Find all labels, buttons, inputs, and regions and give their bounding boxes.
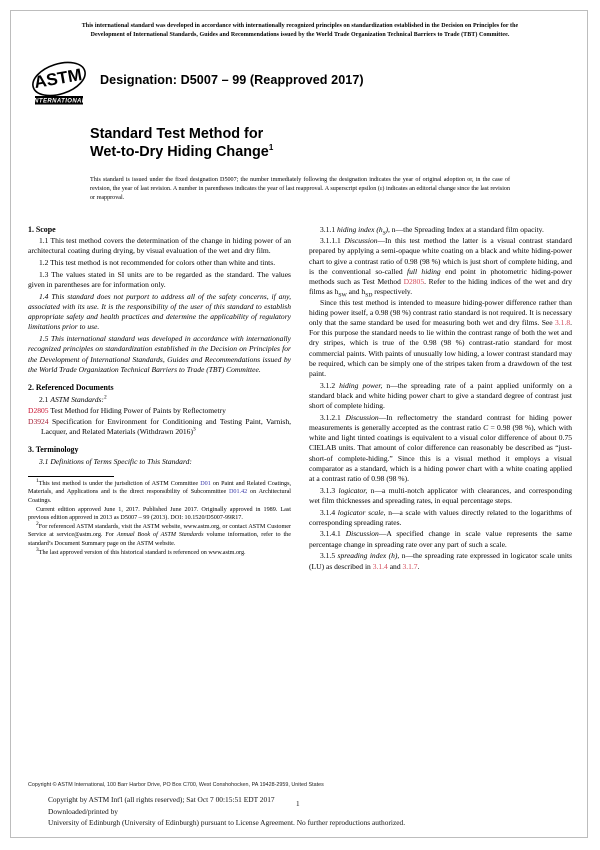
para-3-1-4-1-number: 3.1.4.1: [320, 529, 341, 539]
para-3-1-1-term: hiding index (h: [336, 224, 383, 234]
reference-item-d2805[interactable]: [28, 406, 291, 416]
heading-scope: 1. Scope: [28, 224, 56, 234]
para-3-1-1-1-number: 3.1.1.1: [320, 236, 341, 246]
para-2-1-label: 2.1: [39, 394, 49, 404]
para-3-1-2-term: hiding power,: [339, 380, 383, 390]
para-3-1-2-1: [309, 413, 572, 484]
astm-logo-icon: [28, 59, 90, 111]
para-2-1-italic: ASTM Standards:: [50, 394, 104, 404]
para-3-1-1-def: n—the Spreading Index at a standard film opacity.: [389, 224, 544, 234]
body-columns: [28, 225, 572, 572]
para-3-1-5-link-317[interactable]: 3.1.7: [402, 561, 418, 571]
page-title: [90, 125, 572, 161]
copyright-notice: Copyright © ASTM International, 100 Barr Harbor Drive, PO Box C700, West Conshohocken, PA 19428-2959, United States: [28, 782, 324, 788]
footnotes-block: [28, 477, 291, 557]
heading-referenced-documents: 2. Referenced Documents: [28, 382, 114, 392]
para-3-1-5-number: 3.1.5: [320, 551, 336, 561]
reference-link-d2805[interactable]: D2805: [28, 406, 49, 416]
para-3-1-1-1-text-d: and h: [346, 287, 366, 297]
para-3-1-4-term: logicator scale,: [337, 507, 386, 517]
footnote-2-text-b: volume information, refer to the standard’s Document Summary page on the ASTM website.: [28, 532, 291, 547]
para-3-1-1-subscript: S: [382, 230, 386, 237]
title-block: [90, 125, 572, 202]
para-since-text-a: Since this test method is intended to measure hiding-power difference rather than hiding power itself, a 0.98 (98 %) contrast ratio standard is not required. It is necessary only that the same standard be used for measuring both wet and dry films. See: [309, 297, 572, 327]
license-block: [48, 794, 405, 829]
footnote-1-marker: 1: [36, 477, 39, 484]
tbt-note: [34, 22, 566, 39]
para-since: [309, 298, 572, 380]
footnote-1-edition: Current edition approved June 1, 2017. Published June 2017. Originally approved in 1989. Last previous edition approved in 2013 as D5007 – 99 (2013). DOI: 10.1520/D5007-99R17.: [28, 506, 291, 522]
footnote-2: [28, 520, 291, 549]
para-1-4: 1.4 This standard does not purport to address all of the safety concerns, if any, associated with its use. It is the responsibility of the user of this standard to establish appropriate safety and health practices and determine the applicability of regulatory limitations prior to use.: [28, 291, 291, 332]
para-3-1-2-1-c-symbol: C: [483, 422, 489, 432]
page-number: 1: [296, 800, 300, 808]
para-3-1-2-number: 3.1.2: [320, 380, 336, 390]
para-3-1-2: [309, 381, 572, 412]
reference-link-d3924[interactable]: D3924: [28, 416, 49, 426]
reference-d3924-footnote: 3: [192, 426, 196, 433]
footnote-3-text: The last approved version of this historical standard is referenced on www.astm.org.: [38, 549, 246, 556]
para-3-1-4-number: 3.1.4: [320, 507, 336, 517]
para-3-1-1-1-sub-sw: SW: [338, 292, 347, 299]
left-column: [28, 225, 291, 572]
para-3-1-5-text-c: .: [417, 561, 420, 571]
footnote-1-link-d0142[interactable]: D01.42: [228, 489, 248, 496]
para-3-1-5: [309, 551, 572, 571]
footnote-1-text-c: on Architectural Coatings.: [28, 489, 291, 505]
footnote-1-text-b: on Paint and Related Coatings, Materials, and Applications and is the direct responsibility of Subcommittee: [28, 480, 291, 496]
svg-text:INTERNATIONAL: INTERNATIONAL: [32, 98, 86, 105]
para-3-1-4-1-discussion-label: Discussion: [345, 529, 379, 539]
para-3-1-3: [309, 486, 572, 506]
title-line-1: Standard Test Method for: [90, 126, 264, 143]
footnote-1-text-a: This test method is under the jurisdiction of ASTM Committee: [38, 480, 201, 487]
footnote-1: [28, 477, 291, 506]
license-line-1: Copyright by ASTM Int'l (all rights reserved); Sat Oct 7 00:15:51 EDT 2017: [48, 795, 275, 804]
para-3-1-5-term: spreading index (h),: [337, 551, 400, 561]
para-since-text-b: . For this purpose the standard needs to lie within the contrast range of both the wet and dry stripes, which is true of the 0.98 (98 %) contrast-ratio standard for most commercial paints. With paints of unusually low hiding, a lower contrast standard may be required, which can be simply one of the stripes taken from a drawdown of the test paint.: [309, 317, 572, 378]
title-line-2-text: Wet-to-Dry Hiding Change: [90, 144, 269, 161]
para-3-1-1-number: 3.1.1: [320, 224, 336, 234]
para-3-1-1-1-text-e: respectively.: [372, 287, 413, 297]
tbt-note-line-2: Development of International Standards, Guides and Recommendations issued by the World Trade Organization Technical Barriers to Trade (TBT) Committee.: [90, 31, 510, 38]
para-3-1-5-text-a: n—the spreading rate expressed in logicator scale units (LU) as described in: [309, 551, 572, 571]
reference-item-d3924[interactable]: [28, 417, 291, 437]
license-line-2: Downloaded/printed by: [48, 806, 118, 816]
footnote-3: [28, 546, 291, 558]
para-3-1-1-1-link-d2805[interactable]: D2805: [403, 277, 425, 287]
footnote-3-marker: 3: [36, 546, 39, 553]
para-3-1-2-1-discussion-label: Discussion: [345, 412, 379, 422]
footnote-divider: [28, 476, 114, 477]
para-3-1-4-1-text: —A specified change in scale value represents the same percentage change in spreading rate over any part of such a scale.: [309, 529, 572, 549]
heading-terminology: 3. Terminology: [28, 444, 79, 454]
para-3-1: 3.1 Definitions of Terms Specific to This Standard:: [39, 456, 192, 466]
para-3-1-5-link-314[interactable]: 3.1.4: [372, 561, 388, 571]
para-3-1-2-1-text-b: = 0.98 (98 %), which with white and light tinted coatings is equivalent to a visual color difference of about 0.75 CIELAB units. That amount of color difference can reasonably be described as “just-short-of complete-hiding.” Since this is a visual method it employs a visual comparator as a standard, which is a hiding power chart with a white coating applied at a contrast ratio of 0.98 (98 %).: [309, 422, 572, 483]
right-column: [309, 225, 572, 572]
para-1-2: 1.2 This test method is not recommended for colors other than white and tints.: [39, 258, 276, 268]
footnote-2-marker: 2: [36, 520, 39, 527]
para-3-1-1-1-sub-sd: SD: [365, 292, 373, 299]
para-1-5: 1.5 This international standard was developed in accordance with internationally recognized principles on standardization established in the Decision on Principles for the Development of International Standards, Guides and Recommendations issued by the World Trade Organization Technical Barriers to Trade (TBT) Committee.: [28, 334, 291, 374]
title-footnote-marker: 1: [268, 143, 274, 153]
svg-text:ASTM: ASTM: [32, 65, 84, 93]
para-3-1-1-1: [309, 236, 572, 297]
para-3-1-3-number: 3.1.3: [320, 485, 336, 495]
para-2-1-footnote: 2: [103, 394, 107, 401]
reference-title-d2805: Test Method for Hiding Power of Paints by Reflectometry: [50, 406, 226, 416]
title-line-2: [90, 143, 572, 161]
para-3-1-1-1-text-a: —In this test method the latter is a visual contrast standard prepared by applying a semi-opaque white coating on a black and white hiding-power chart to give a contrast ratio of 0.98 (98 %) which is just short of complete hiding, and is the conventional so-called: [309, 236, 572, 276]
para-3-1-1: [309, 225, 572, 235]
para-2-1: [28, 395, 291, 405]
para-3-1-1-1-discussion-label: Discussion: [344, 236, 378, 246]
para-3-1-1-1-text-c: . Refer to the hiding indices of the wet and dry films as h: [309, 277, 572, 297]
designation-row: [28, 59, 572, 111]
para-1-1: 1.1 This test method covers the determination of the change in hiding power of an architectural coating during drying, by visual evaluation of the wet and dry film.: [28, 236, 291, 256]
para-3-1-5-text-b: and: [387, 561, 403, 571]
footnote-2-italic: Annual Book of ASTM Standards: [116, 532, 204, 539]
para-since-link-318[interactable]: 3.1.8: [555, 317, 571, 327]
para-3-1-4: [309, 508, 572, 528]
reference-title-d3924: Specification for Environment for Conditioning and Testing Paint, Varnish, Lacquer, and Related Materials (Withdrawn 2016): [41, 416, 292, 436]
footnote-2-text-a: For referenced ASTM standards, visit the ASTM website, www.astm.org, or contact ASTM Customer Service at service@astm.org. For: [28, 523, 291, 539]
para-3-1-2-def: n—the spreading rate of a paint applied uniformly on a standard black and white hiding power chart to give a standard degree of contrast just short of complete hiding.: [309, 380, 573, 411]
issue-note: This standard is issued under the fixed designation D5007; the number immediately following the designation indicates the year of original adoption or, in the case of revision, the year of last revision. A number in parentheses indicates the year of last reapproval. A superscript epsilon (ε) indicates an editorial change since the last revision or reapproval.: [90, 177, 510, 201]
footnote-1-link-d01[interactable]: D01: [200, 480, 211, 487]
para-3-1-3-def: n—a multi-notch applicator with clearances, and corresponding wet film thicknesses and spreading rates, in equal percentage steps.: [309, 485, 572, 505]
para-3-1-2-1-number: 3.1.2.1: [320, 412, 341, 422]
para-3-1-4-1: [309, 529, 572, 549]
page-content: [28, 22, 572, 572]
tbt-note-line-1: This international standard was developed in accordance with internationally recognized principles on standardization established in the Decision on Principles for the: [81, 23, 519, 29]
para-3-1-1-term-end: ),: [385, 224, 390, 234]
para-1-3: 1.3 The values stated in SI units are to be regarded as the standard. The values given in parentheses are for information only.: [28, 269, 291, 290]
para-3-1-2-1-text-a: —In reflectometry the standard contrast for hiding power measurements is generally accepted as the contrast ratio: [309, 412, 572, 432]
para-3-1-1-1-italic: full hiding: [406, 266, 441, 276]
license-line-3: University of Edinburgh (University of Edinburgh) pursuant to License Agreement. No further reproductions authorized.: [48, 818, 406, 828]
designation-text: Designation: D5007 – 99 (Reapproved 2017): [100, 73, 364, 88]
para-3-1-4-def: n—a scale with values directly related to the logarithms of corresponding spreading rates.: [309, 507, 573, 527]
para-3-1-1-1-text-b: end point in photometric hiding-power methods such as Test Method: [309, 266, 572, 287]
para-3-1-3-term: logicator,: [338, 485, 368, 495]
